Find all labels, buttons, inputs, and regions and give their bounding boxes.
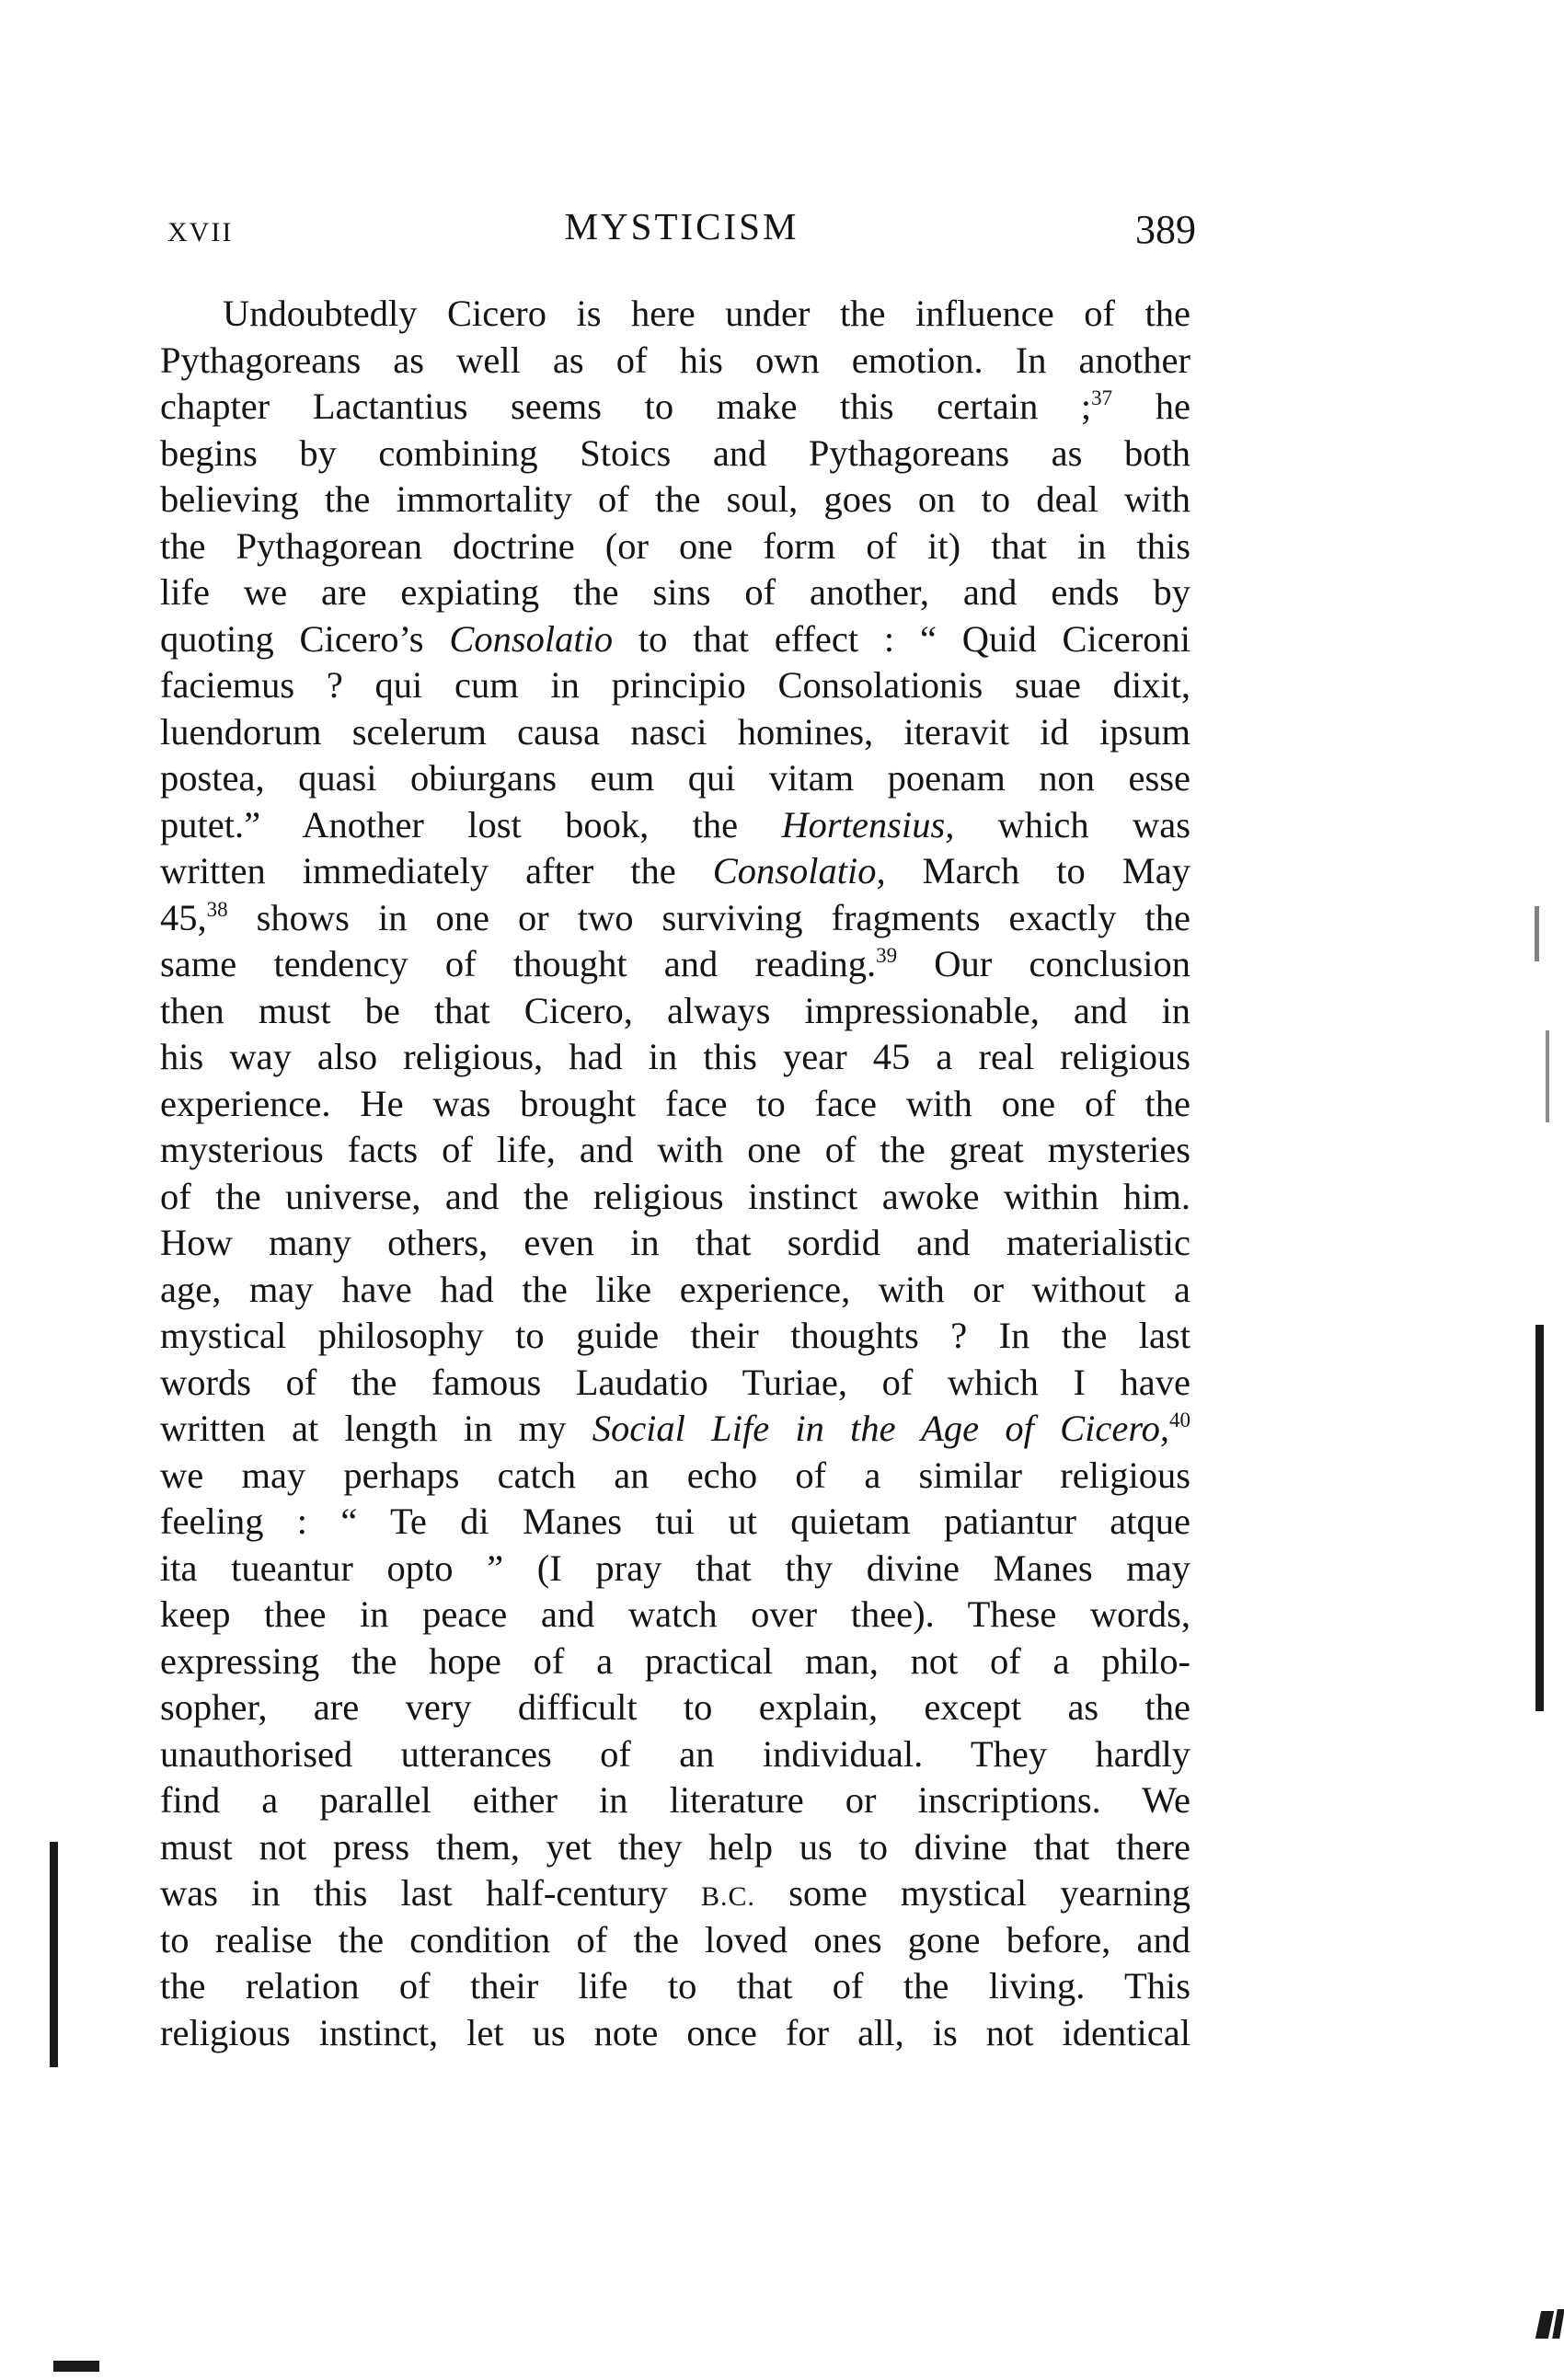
scan-edge-mark	[50, 1842, 58, 2067]
text-line: mystical philosophy to guide their thoughts ? In the last	[160, 1315, 1190, 1356]
scan-edge-mark	[1535, 1325, 1544, 1711]
footnote-ref-39: 39	[876, 944, 898, 967]
text-line: begins by combining Stoics and Pythagoreans as both	[160, 431, 1190, 474]
text-line	[160, 941, 1190, 988]
italic-title-consolatio: Consolatio	[449, 617, 614, 660]
text-line: find a parallel either in literature or inscriptions. We	[160, 1779, 1190, 1821]
text-line	[160, 1406, 1190, 1453]
text-line	[160, 848, 1190, 895]
text-fragment: March to May	[885, 850, 1190, 891]
text-line: ita tueantur opto ” (I pray that thy divine Manes may	[160, 1546, 1190, 1589]
text-fragment: 45,	[160, 896, 207, 938]
text-line: feeling : “ Te di Manes tui ut quietam patiantur atque	[160, 1500, 1190, 1542]
text-line: the Pythagorean doctrine (or one form of it) that in this	[160, 524, 1190, 567]
text-fragment: chapter Lactantius seems to make this certain ;	[160, 385, 1092, 427]
text-line: then must be that Cicero, always impressionable, and in	[160, 989, 1190, 1031]
text-line: words of the famous Laudatio Turiae, of which I have	[160, 1361, 1190, 1403]
text-line: the relation of their life to that of the living. This	[160, 1965, 1190, 2006]
running-header	[167, 204, 1196, 259]
text-fragment: shows in one or two surviving fragments exactly the	[227, 896, 1190, 938]
text-fragment: to that effect : “ Quid Ciceroni	[613, 617, 1190, 660]
text-line	[160, 802, 1190, 849]
text-line: postea, quasi obiurgans eum qui vitam poenam non esse	[160, 757, 1190, 799]
text-line: age, may have had the like experience, with or without a	[160, 1268, 1190, 1310]
text-line: keep thee in peace and watch over thee). These words,	[160, 1593, 1190, 1635]
text-line	[160, 384, 1190, 431]
text-fragment: he	[1112, 385, 1190, 427]
text-line: must not press them, yet they help us to divine that there	[160, 1825, 1190, 1868]
running-title: MYSTICISM	[564, 205, 799, 247]
text-line: unauthorised utterances of an individual. They hardly	[160, 1732, 1190, 1775]
text-line: religious instinct, let us note once for all, is not identical	[160, 2011, 1190, 2053]
scan-edge-mark	[1535, 906, 1539, 961]
text-fragment: was in this last half-century	[160, 1872, 702, 1914]
text-line: mysterious facts of life, and with one of the great mysteries	[160, 1129, 1190, 1170]
footnote-ref-38: 38	[206, 897, 228, 921]
italic-title-social-life: Social Life in the Age of Cicero,	[592, 1408, 1169, 1449]
italic-title-hortensius: Hortensius,	[781, 803, 955, 845]
text-line: to realise the condition of the loved ones gone before, and	[160, 1918, 1190, 1960]
text-line: faciemus ? qui cum in principio Consolationis suae dixit,	[160, 664, 1190, 706]
scan-edge-mark	[1535, 2311, 1554, 2339]
text-line: Pythagoreans as well as of his own emotion. In another	[160, 339, 1190, 381]
text-fragment: written immediately after the	[160, 850, 713, 891]
text-line: we may perhaps catch an echo of a similar religious	[160, 1454, 1190, 1496]
text-fragment: putet.” Another lost book, the	[160, 803, 782, 845]
small-caps-bc: B.C.	[701, 1881, 756, 1912]
text-fragment: Our conclusion	[897, 943, 1190, 984]
text-line: experience. He was brought face to face with one of the	[160, 1082, 1190, 1124]
text-fragment: written at length in my	[160, 1408, 592, 1449]
text-line	[160, 616, 1190, 663]
text-fragment: which was	[954, 803, 1190, 845]
text-line: expressing the hope of a practical man, not of a philo-	[160, 1639, 1190, 1682]
text-line: believing the immortality of the soul, goes on to deal with	[160, 478, 1190, 520]
footnote-ref-37: 37	[1091, 386, 1113, 409]
scan-edge-mark	[1546, 1030, 1549, 1122]
chapter-number: XVII	[167, 217, 234, 247]
text-line: his way also religious, had in this year 45 a real religious	[160, 1036, 1190, 1077]
text-line	[160, 895, 1190, 942]
italic-title-consolatio: Consolatio,	[712, 850, 886, 891]
text-fragment: some mystical yearning	[755, 1872, 1190, 1914]
text-line: luendorum scelerum causa nasci homines, iteravit id ipsum	[160, 710, 1190, 753]
footnote-ref-40: 40	[1169, 1408, 1190, 1431]
scan-edge-mark	[53, 2361, 99, 2372]
scan-edge-mark	[1552, 2309, 1564, 2339]
text-line: How many others, even in that sordid and materialistic	[160, 1222, 1190, 1263]
page-number: 389	[1135, 207, 1196, 252]
text-line: life we are expiating the sins of another, and ends by	[160, 571, 1190, 613]
text-fragment: quoting Cicero’s	[160, 617, 450, 660]
text-line: sopher, are very difficult to explain, except as the	[160, 1686, 1190, 1728]
text-fragment: same tendency of thought and reading.	[160, 943, 877, 984]
text-line: Undoubtedly Cicero is here under the influence of the	[223, 293, 1190, 334]
body-text	[160, 291, 1190, 2056]
text-line	[160, 1870, 1190, 1917]
text-line: of the universe, and the religious instinct awoke within him.	[160, 1175, 1190, 1217]
